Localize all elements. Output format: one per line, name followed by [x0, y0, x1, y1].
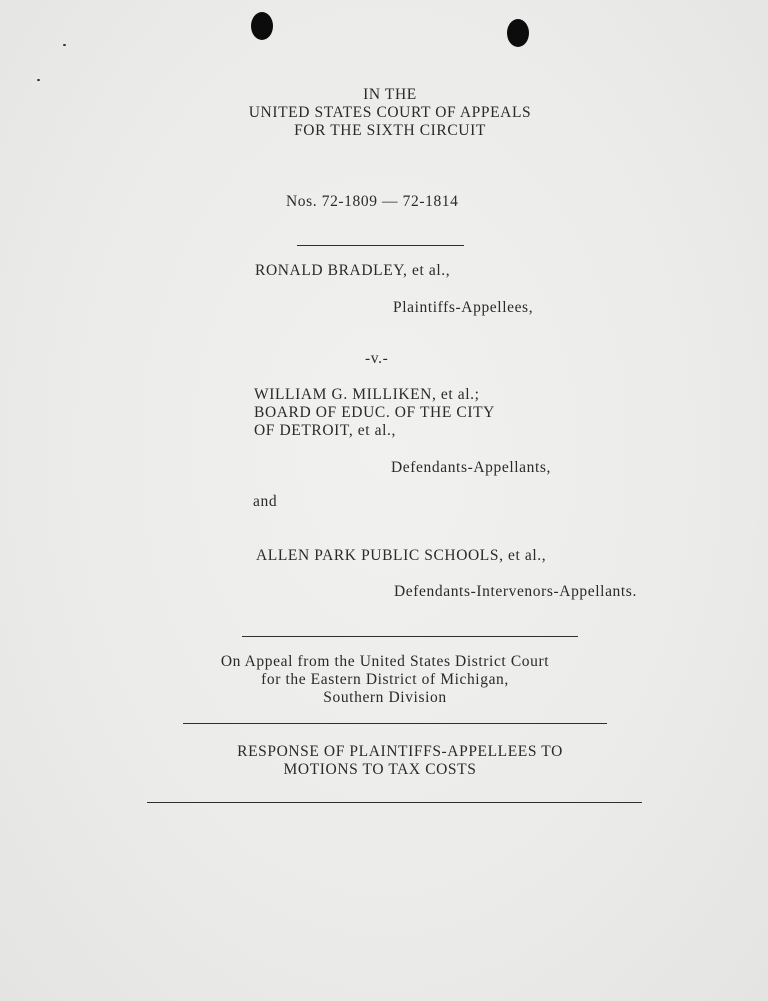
document-title-line-2: MOTIONS TO TAX COSTS [283, 761, 477, 778]
divider-rule-4 [147, 802, 642, 803]
appeal-line-2: for the Eastern District of Michigan, [261, 671, 509, 688]
defendants-role: Defendants-Appellants, [391, 459, 551, 476]
plaintiff-role: Plaintiffs-Appellees, [393, 299, 534, 316]
intervenors-name: ALLEN PARK PUBLIC SCHOOLS, et al., [256, 547, 547, 564]
paper-speck [63, 44, 66, 46]
appeal-line-3: Southern Division [323, 689, 447, 706]
punch-hole-right [507, 19, 529, 47]
punch-hole-left [251, 12, 273, 40]
defendants-line-1: WILLIAM G. MILLIKEN, et al.; [254, 386, 480, 403]
case-numbers: Nos. 72-1809 — 72-1814 [286, 193, 459, 210]
divider-rule-2 [242, 636, 578, 637]
document-title-line-1: RESPONSE OF PLAINTIFFS-APPELLEES TO [237, 743, 563, 760]
defendants-line-2: BOARD OF EDUC. OF THE CITY [254, 404, 495, 421]
court-heading-line-2: UNITED STATES COURT OF APPEALS [248, 104, 532, 121]
versus-label: -v.- [365, 350, 389, 367]
court-heading-line-1: IN THE [363, 86, 417, 103]
plaintiff-name: RONALD BRADLEY, et al., [255, 262, 451, 279]
defendants-line-3: OF DETROIT, et al., [254, 422, 396, 439]
court-heading-line-3: FOR THE SIXTH CIRCUIT [294, 122, 486, 139]
conjunction-and: and [253, 493, 278, 510]
paper-speck [37, 79, 40, 81]
divider-rule-3 [183, 723, 607, 724]
divider-rule-1 [297, 245, 464, 246]
intervenors-role: Defendants-Intervenors-Appellants. [394, 583, 637, 600]
appeal-line-1: On Appeal from the United States District Court [220, 653, 550, 670]
